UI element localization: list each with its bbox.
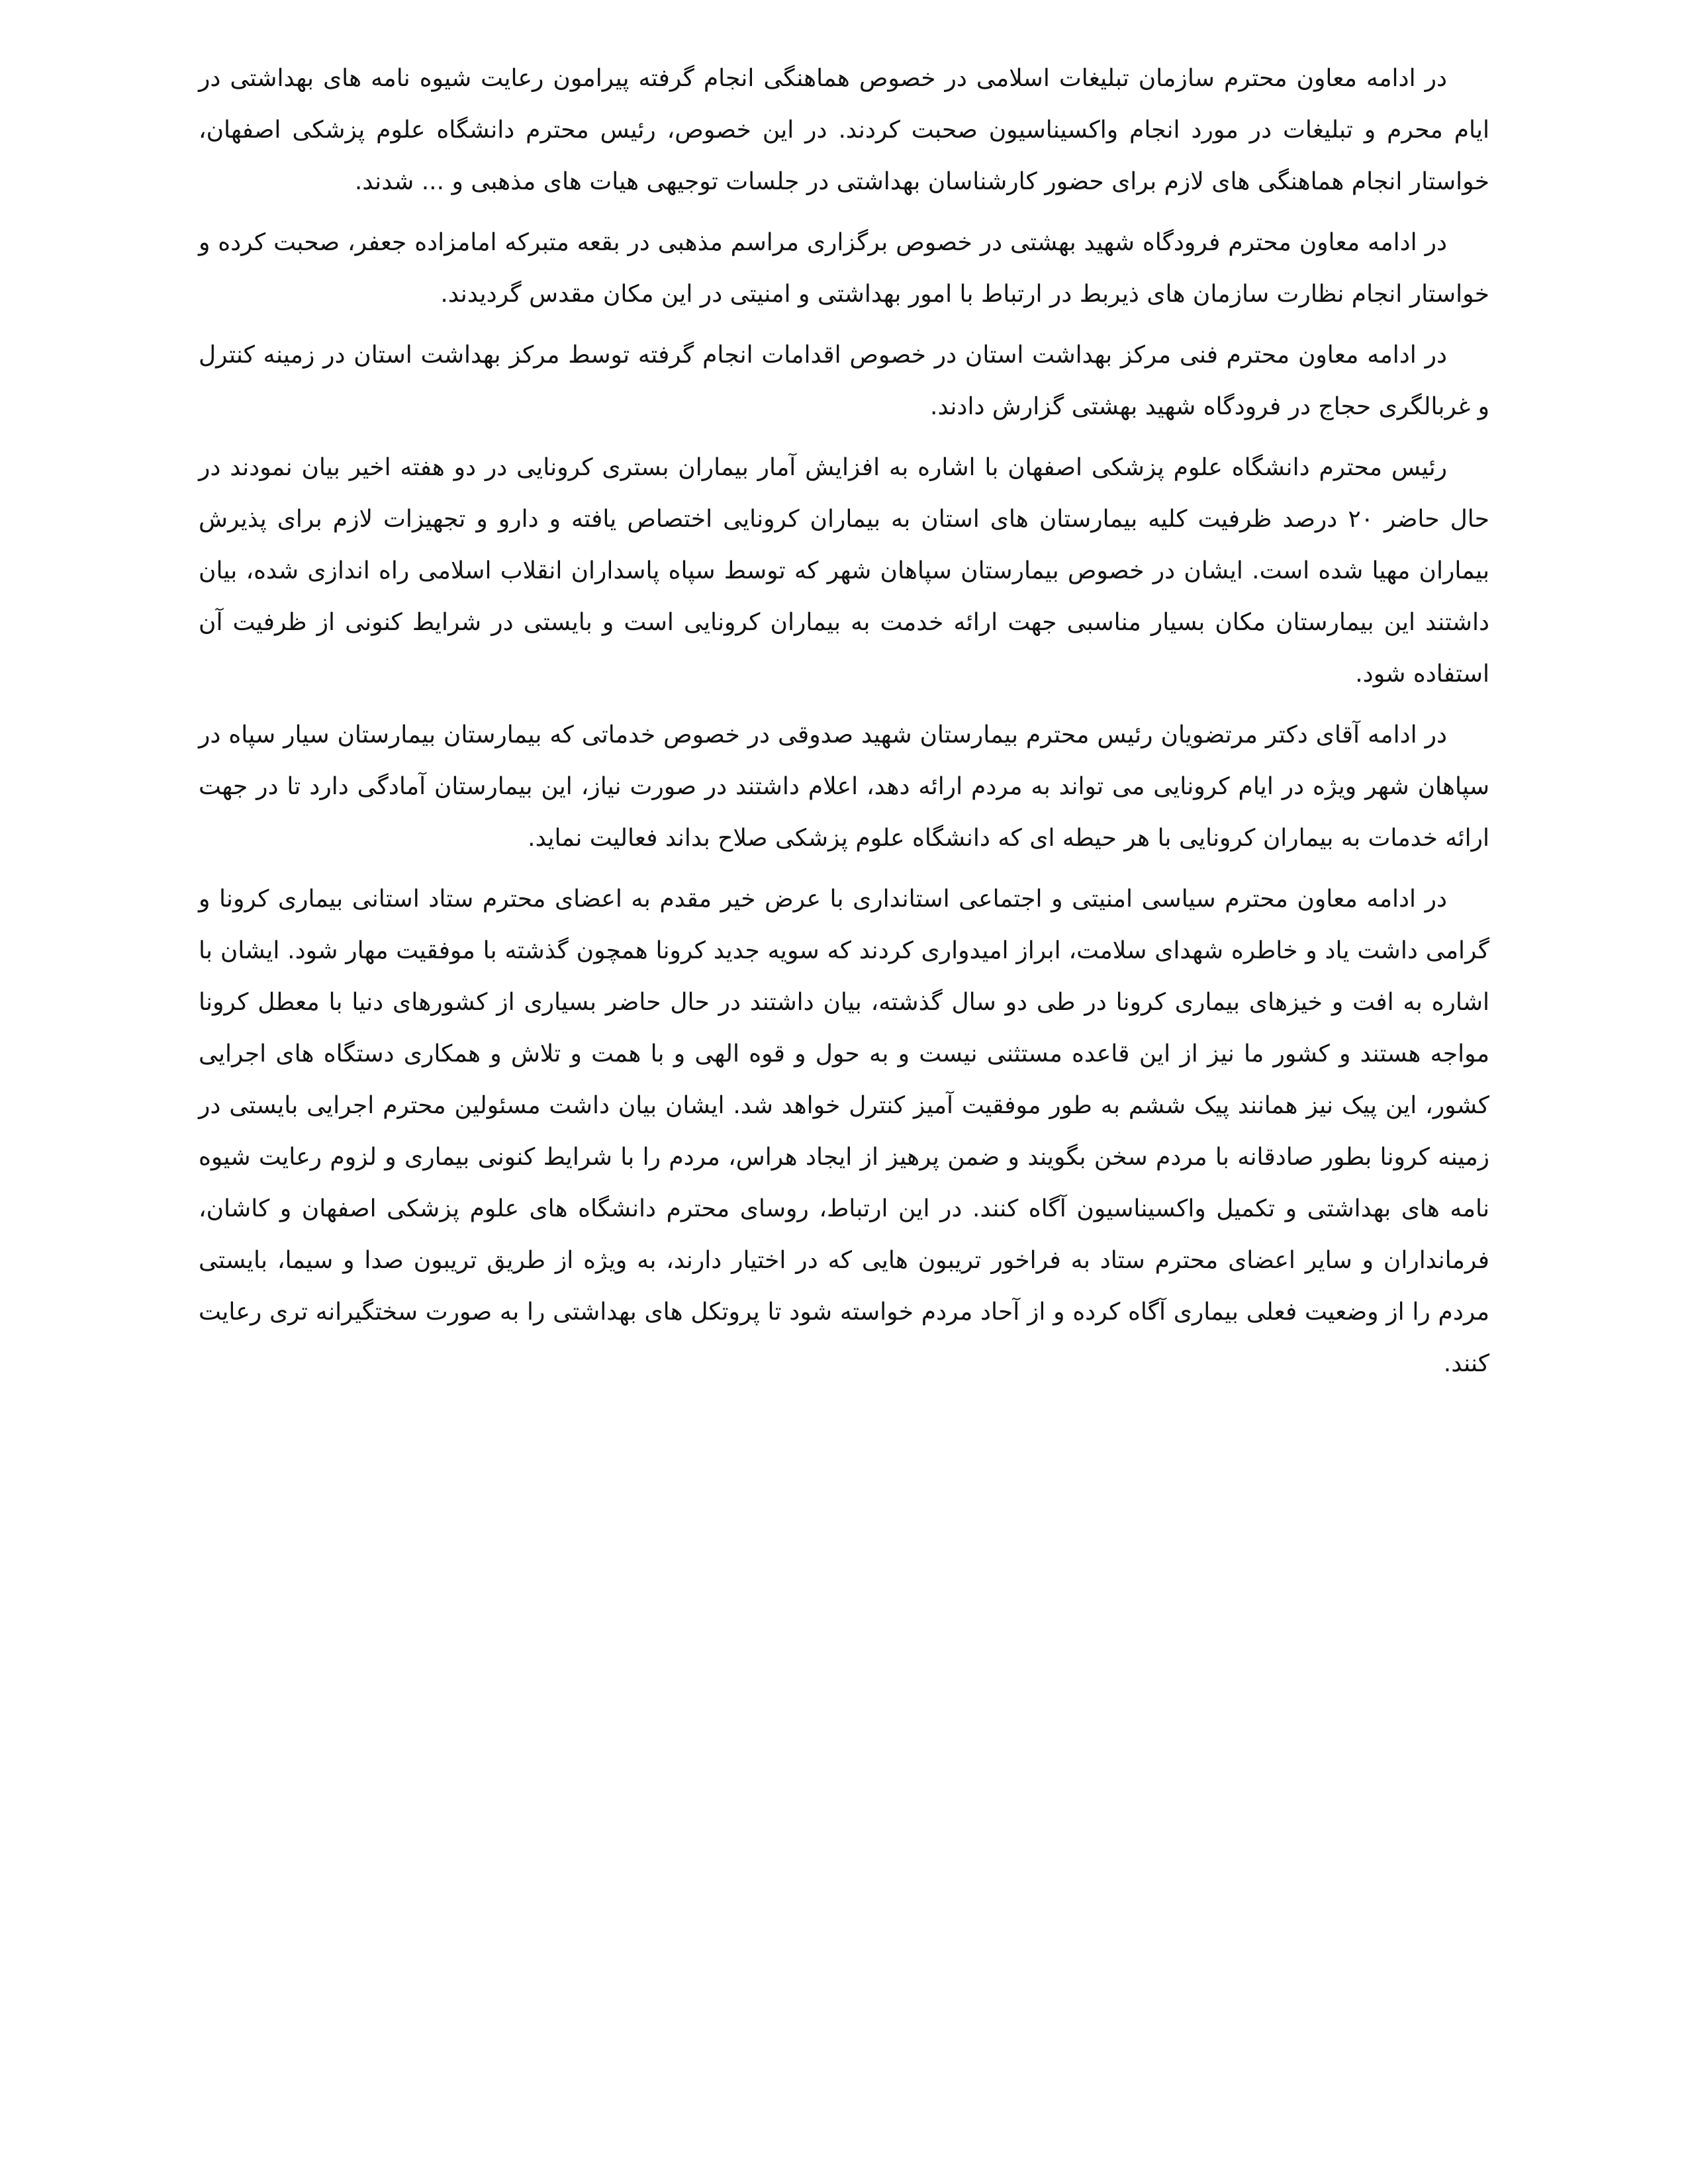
document-body — [199, 53, 1489, 1399]
paragraph-5: در ادامه آقای دکتر مرتضویان رئیس محترم بیمارستان شهید صدوقی در خصوص خدماتی که بیمارستان بیمارستان سیار سپاه در سپاهان شهر ویژه در ایام کرونایی می تواند به مردم ارائه دهد، اعلام داشتند در صورت نیاز، این بیمارستان آمادگی دارد تا در جهت ارائه خدمات به بیماران کرونایی با هر حیطه ای که دانشگاه علوم پزشکی صلاح بداند فعالیت نماید. — [199, 721, 1489, 852]
paragraph-4: رئیس محترم دانشگاه علوم پزشکی اصفهان با اشاره به افزایش آمار بیماران بستری کرونایی در دو هفته اخیر بیان نمودند در حال حاضر ۲۰ درصد ظرفیت کلیه بیمارستان های استان به بیماران کرونایی اختصاص یافته و دارو و تجهیزات لازم برای پذیرش بیماران مهیا شده است. ایشان در خصوص بیمارستان سپاهان شهر که توسط سپاه پاسداران انقلاب اسلامی راه اندازی شده، بیان داشتند این بیمارستان مکان بسیار مناسبی جهت ارائه خدمت به بیماران کرونایی است و بایستی در شرایط کنونی از ظرفیت آن استفاده شود. — [199, 454, 1489, 688]
paragraph-2: در ادامه معاون محترم فرودگاه شهید بهشتی در خصوص برگزاری مراسم مذهبی در بقعه متبرکه امامزاده جعفر، صحبت کرده و خواستار انجام نظارت سازمان های ذیربط در ارتباط با امور بهداشتی و امنیتی در این مکان مقدس گردیدند. — [199, 229, 1489, 308]
paragraph-1: در ادامه معاون محترم سازمان تبلیغات اسلامی در خصوص هماهنگی انجام گرفته پیرامون رعایت شیوه نامه های بهداشتی در ایام محرم و تبلیغات در مورد انجام واکسیناسیون صحبت کردند. در این خصوص، رئیس محترم دانشگاه علوم پزشکی اصفهان، خواستار انجام هماهنگی های لازم برای حضور کارشناسان بهداشتی در جلسات توجیهی هیات های مذهبی و ... شدند. — [199, 65, 1489, 195]
paragraph-6: در ادامه معاون محترم سیاسی امنیتی و اجتماعی استانداری با عرض خیر مقدم به اعضای محترم ستاد استانی بیماری کرونا و گرامی داشت یاد و خاطره شهدای سلامت، ابراز امیدواری کردند که سویه جدید کرونا همچون گذشته با موفقیت مهار شود. ایشان با اشاره به افت و خیزهای بیماری کرونا در طی دو سال گذشته، بیان داشتند در حال حاضر بسیاری از کشورهای دنیا با معطل کرونا مواجه هستند و کشور ما نیز از این قاعده مستثنی نیست و به حول و قوه الهی و با همت و تلاش و همکاری دستگاه های اجرایی کشور، این پیک نیز همانند پیک ششم به طور موفقیت آمیز کنترل خواهد شد. ایشان بیان داشت مسئولین محترم اجرایی بایستی در زمینه کرونا بطور صادقانه با مردم سخن بگویند و ضمن پرهیز از ایجاد هراس، مردم را با شرایط کنونی بیماری و لزوم رعایت شیوه نامه های بهداشتی و تکمیل واکسیناسیون آگاه کنند. در این ارتباط، روسای محترم دانشگاه های علوم پزشکی اصفهان و کاشان، فرمانداران و سایر اعضای محترم ستاد به فراخور تریبون هایی که در اختیار دارند، به ویژه از طریق تریبون صدا و سیما، بایستی مردم را از وضعیت فعلی بیماری آگاه کرده و از آحاد مردم خواسته شود تا پروتکل های بهداشتی را به صورت سختگیرانه تری رعایت کنند. — [199, 886, 1489, 1377]
paragraph-3: در ادامه معاون محترم فنی مرکز بهداشت استان در خصوص اقدامات انجام گرفته توسط مرکز بهداشت استان در زمینه کنترل و غربالگری حجاج در فرودگاه شهید بهشتی گزارش دادند. — [199, 341, 1489, 420]
